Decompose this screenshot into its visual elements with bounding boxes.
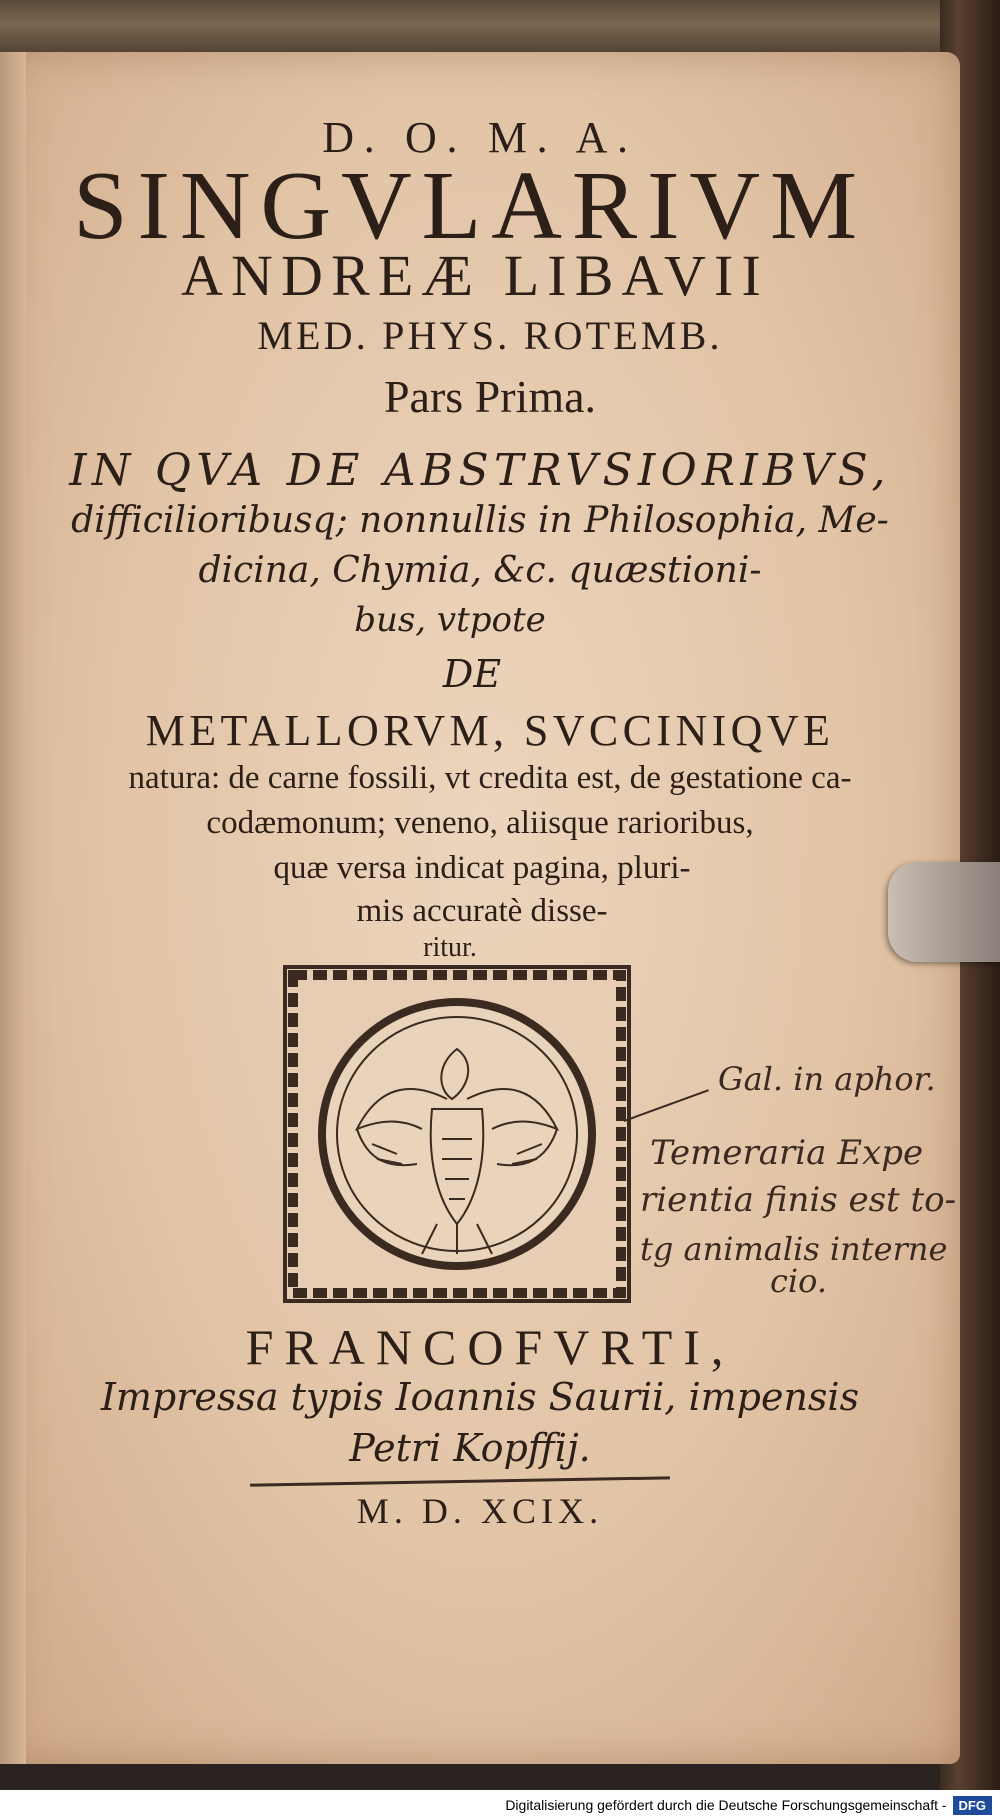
subtitle-line-7: codæmonum; veneno, aliisque rarioribus, <box>206 805 754 841</box>
marginal-note-2: Temeraria Expe <box>650 1133 924 1173</box>
author-name: ANDREÆ LIBAVII <box>181 243 769 308</box>
subtitle-de: DE <box>442 652 502 696</box>
subtitle-line-6: natura: de carne fossili, vt credita est, de gestatione ca- <box>128 760 852 796</box>
subtitle-line-9: mis accuratè disse- <box>356 893 608 929</box>
marginal-note-1: Gal. in aphor. <box>718 1060 936 1098</box>
part-label: Pars Prima. <box>383 371 597 422</box>
marginal-note-5: cio. <box>770 1262 828 1300</box>
dedication-line: D. O. M. A. <box>322 113 638 162</box>
printers-device-woodcut <box>283 965 631 1303</box>
subtitle-line-1: IN QVA DE ABSTRVSIORIBVS, <box>69 445 891 496</box>
imprint-city: FRANCOFVRTI, <box>245 1319 735 1375</box>
subtitle-line-2: difficilioribusq; nonnullis in Philosophia, Me- <box>71 500 889 541</box>
subtitle-line-8: quæ versa indicat pagina, pluri- <box>273 850 691 886</box>
marginal-note-3: rientia finis est to- <box>640 1180 957 1220</box>
subtitle-metallorum: METALLORVM, SVCCINIQVE <box>145 706 835 755</box>
marginal-note-4: tg animalis interne <box>640 1230 948 1268</box>
imprint-year: M. D. XCIX. <box>356 1491 604 1531</box>
funding-note: Digitalisierung gefördert durch die Deutsche Forschungsgemeinschaft - <box>505 1797 947 1813</box>
author-title: MED. PHYS. ROTEMB. <box>257 313 723 358</box>
footer-bar <box>0 1790 1000 1820</box>
subtitle-line-4: bus, vtpote <box>354 600 546 640</box>
subtitle-line-10: ritur. <box>423 932 477 963</box>
book-top-edge <box>0 0 940 60</box>
imprint-printer: Impressa typis Ioannis Saurii, impensis <box>100 1375 860 1419</box>
imprint-publisher: Petri Kopffij. <box>349 1426 591 1470</box>
dfg-logo: DFG <box>953 1796 992 1815</box>
subtitle-line-3: dicina, Chymia, &c. quæstioni- <box>198 550 762 591</box>
eagle-emblem-icon <box>287 969 627 1299</box>
title-singularium: SINGVLARIVM <box>73 152 867 260</box>
